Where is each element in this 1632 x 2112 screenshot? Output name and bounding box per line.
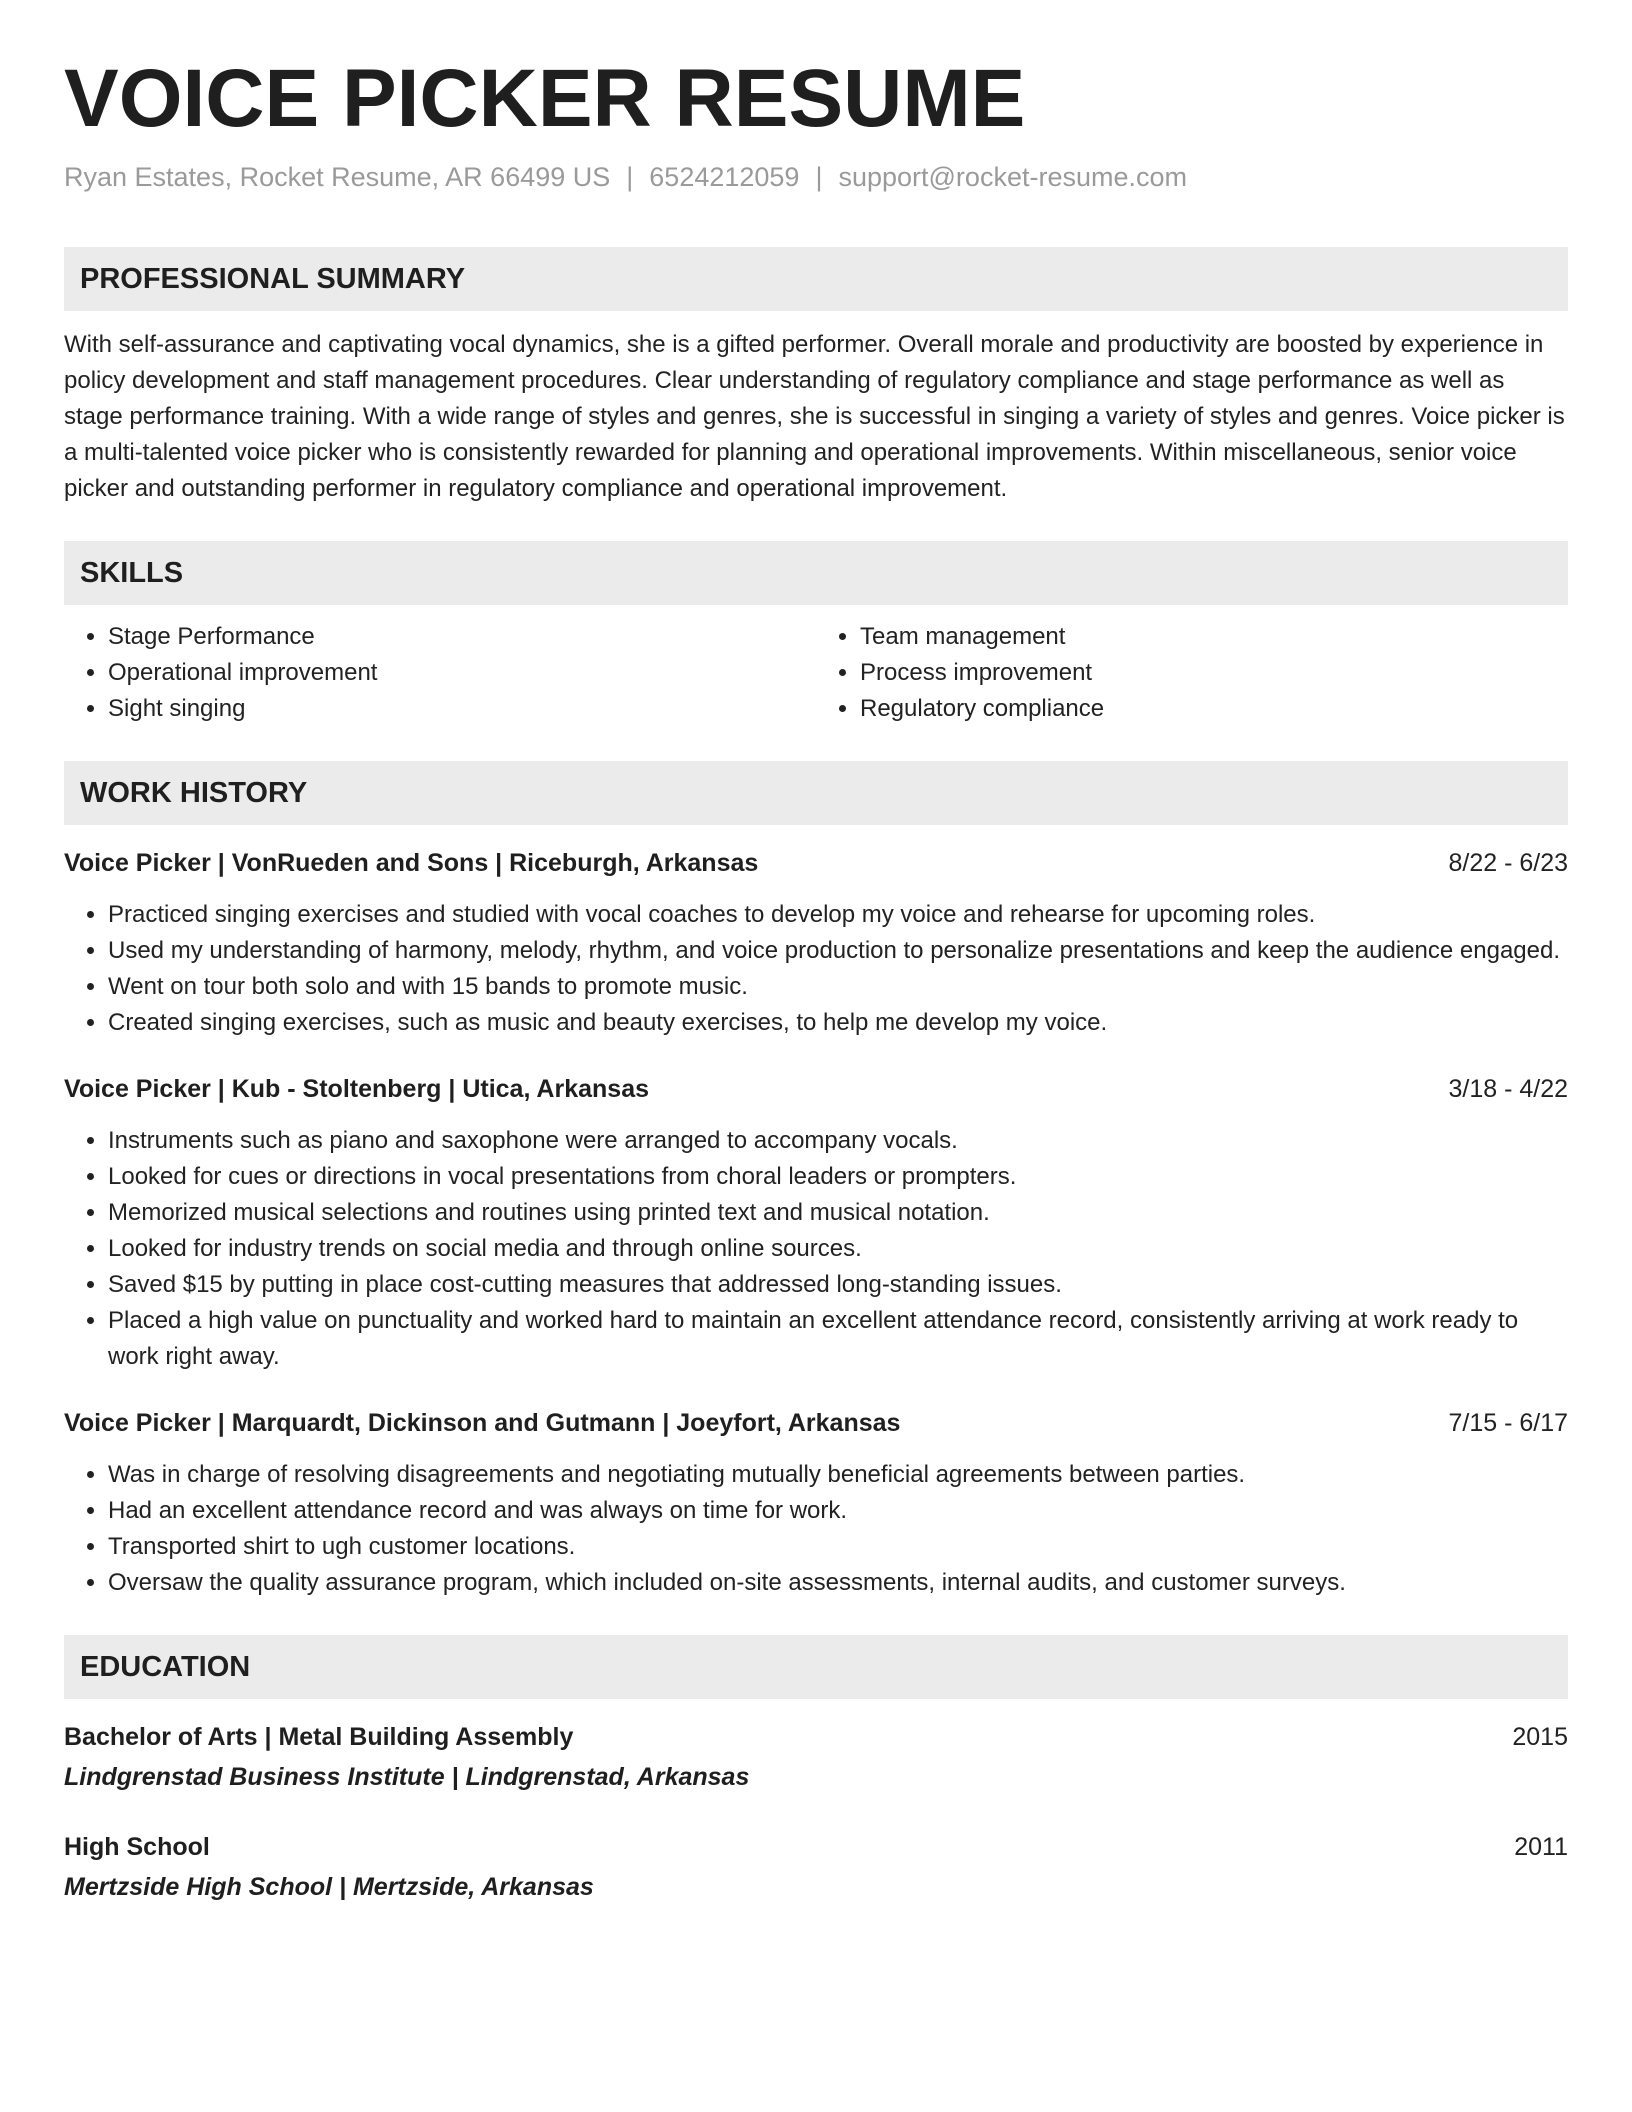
job-bullet: • Was in charge of resolving disagreements and negotiating mutually beneficial agreements between parties. xyxy=(108,1457,1568,1493)
education-header xyxy=(64,1719,1568,1755)
contact-address: Ryan Estates, Rocket Resume, AR 66499 US xyxy=(64,162,611,193)
job-bullet: • Memorized musical selections and routines using printed text and musical notation. xyxy=(108,1195,1568,1231)
education-school: Lindgrenstad Business Institute | Lindgrenstad, Arkansas xyxy=(64,1763,750,1792)
contact-email: support@rocket-resume.com xyxy=(838,162,1187,193)
resume-title: VOICE PICKER RESUME xyxy=(64,53,1026,144)
skill-item: • Process improvement xyxy=(860,655,1568,691)
job-bullet: • Created singing exercises, such as music and beauty exercises, to help me develop my voice. xyxy=(108,1005,1568,1041)
summary-text: With self-assurance and captivating vocal dynamics, she is a gifted performer. Overall morale and productivity are boosted by experience in policy development and staff management procedures. Clear understanding of regulatory compliance and stage performance as well as stage performance training. With a wide range of styles and genres, she is successful in singing a variety of styles and genres. Voice picker is a multi-talented voice picker who is consistently rewarded for planning and operational improvements. Within miscellaneous, senior voice picker and outstanding performer in regulatory compliance and operational improvement. xyxy=(64,331,1565,503)
job-bullet: • Looked for industry trends on social media and through online sources. xyxy=(108,1231,1568,1267)
job-header xyxy=(64,1071,1568,1107)
job-bullet: • Used my understanding of harmony, melody, rhythm, and voice production to personalize presentations and keep the audience engaged. xyxy=(108,933,1568,969)
section-heading-skills: SKILLS xyxy=(64,541,1568,605)
job-header xyxy=(64,845,1568,881)
job-bullet: • Saved $15 by putting in place cost-cutting measures that addressed long-standing issues. xyxy=(108,1267,1568,1303)
education-entry xyxy=(64,1829,1568,1905)
job-bullets xyxy=(64,897,1568,1041)
job-bullets xyxy=(64,1457,1568,1601)
education-entry xyxy=(64,1719,1568,1795)
skill-item: • Sight singing xyxy=(108,691,816,727)
job-bullet: • Instruments such as piano and saxophone were arranged to accompany vocals. xyxy=(108,1123,1568,1159)
job-title: Voice Picker | Kub - Stoltenberg | Utica, Arkansas xyxy=(64,1075,649,1104)
education-degree: Bachelor of Arts | Metal Building Assembly xyxy=(64,1723,574,1752)
education-degree: High School xyxy=(64,1833,210,1862)
job-bullets xyxy=(64,1123,1568,1375)
job-bullet: • Went on tour both solo and with 15 bands to promote music. xyxy=(108,969,1568,1005)
job-header xyxy=(64,1405,1568,1441)
job-dates: 8/22 - 6/23 xyxy=(1448,849,1568,878)
job-entry xyxy=(64,1071,1568,1375)
section-heading-education: EDUCATION xyxy=(64,1635,1568,1699)
contact-phone: 6524212059 xyxy=(649,162,800,193)
job-bullet: • Practiced singing exercises and studied with vocal coaches to develop my voice and rehearse for upcoming roles. xyxy=(108,897,1568,933)
job-entry xyxy=(64,1405,1568,1601)
job-title: Voice Picker | Marquardt, Dickinson and Gutmann | Joeyfort, Arkansas xyxy=(64,1409,901,1438)
education-header xyxy=(64,1829,1568,1865)
education-school: Mertzside High School | Mertzside, Arkansas xyxy=(64,1873,594,1902)
skills-column-left xyxy=(64,619,816,727)
job-entry xyxy=(64,845,1568,1041)
education-year: 2015 xyxy=(1512,1723,1568,1752)
section-heading-work-history: WORK HISTORY xyxy=(64,761,1568,825)
job-bullet: • Oversaw the quality assurance program, which included on-site assessments, internal audits, and customer surveys. xyxy=(108,1565,1568,1601)
job-dates: 7/15 - 6/17 xyxy=(1448,1409,1568,1438)
job-dates: 3/18 - 4/22 xyxy=(1448,1075,1568,1104)
job-bullet: • Transported shirt to ugh customer locations. xyxy=(108,1529,1568,1565)
contact-line xyxy=(64,160,1568,195)
job-bullet: • Looked for cues or directions in vocal presentations from choral leaders or prompters. xyxy=(108,1159,1568,1195)
skills-column-right xyxy=(816,619,1568,727)
skill-item: • Stage Performance xyxy=(108,619,816,655)
contact-separator: | xyxy=(626,162,634,193)
skill-item: • Operational improvement xyxy=(108,655,816,691)
education-year: 2011 xyxy=(1514,1833,1568,1862)
contact-separator: | xyxy=(815,162,823,193)
skills-list xyxy=(64,619,1568,727)
skill-item: • Regulatory compliance xyxy=(860,691,1568,727)
skill-item: • Team management xyxy=(860,619,1568,655)
job-bullet: • Placed a high value on punctuality and worked hard to maintain an excellent attendance record, consistently arriving at work ready to work right away. xyxy=(108,1303,1568,1375)
job-bullet: • Had an excellent attendance record and was always on time for work. xyxy=(108,1493,1568,1529)
job-title: Voice Picker | VonRueden and Sons | Riceburgh, Arkansas xyxy=(64,849,759,878)
section-heading-summary: PROFESSIONAL SUMMARY xyxy=(64,247,1568,311)
